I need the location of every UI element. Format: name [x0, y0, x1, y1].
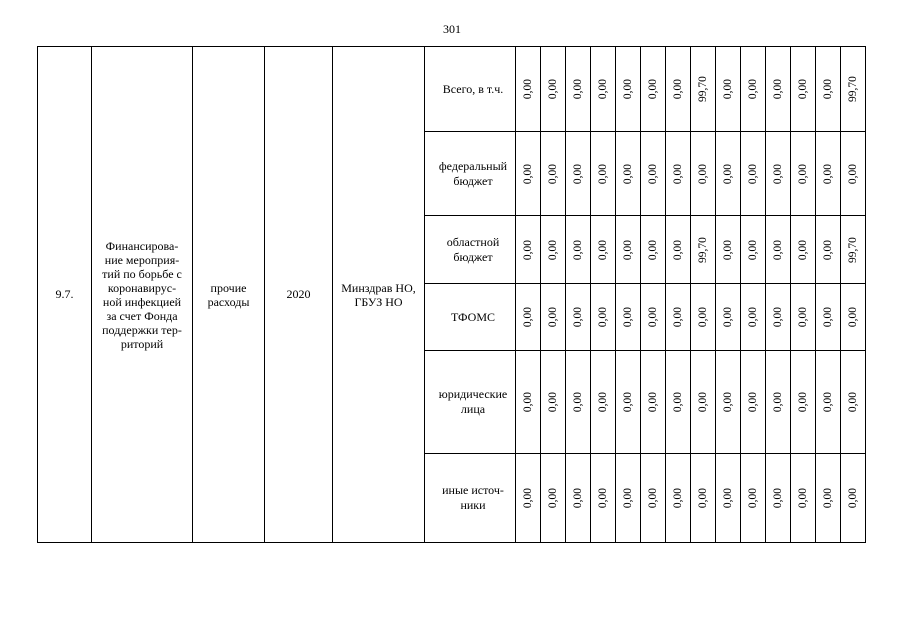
funding-source-cell	[425, 284, 516, 351]
value-text: 0,00	[597, 306, 609, 328]
value-text: 0,00	[772, 239, 784, 260]
value-text: 0,00	[822, 487, 834, 509]
value-cell	[816, 216, 841, 284]
value-cell	[541, 216, 566, 284]
value-text: 0,00	[722, 239, 734, 260]
value-cell	[541, 132, 566, 216]
value-text: 0,00	[547, 239, 559, 260]
value-text: 99,70	[847, 236, 859, 263]
value-text: 0,00	[622, 78, 634, 100]
value-text: 0,00	[747, 239, 759, 260]
value-cell	[766, 216, 791, 284]
value-text: 0,00	[672, 391, 684, 413]
value-text: 0,00	[647, 487, 659, 509]
value-text: 0,00	[797, 239, 809, 260]
value-cell	[566, 454, 591, 543]
cell-text-line: Финансирова-	[105, 238, 179, 253]
value-cell	[691, 351, 716, 454]
value-text: 0,00	[797, 78, 809, 100]
value-text: 0,00	[697, 163, 709, 184]
year-cell: 2020	[265, 47, 333, 543]
value-cell	[791, 454, 816, 543]
value-cell	[691, 454, 716, 543]
funding-source-cell	[425, 351, 516, 454]
value-text: 0,00	[647, 239, 659, 260]
value-text: 0,00	[672, 306, 684, 328]
value-text: 0,00	[847, 487, 859, 509]
cell-text-line: ТФОМС	[450, 309, 496, 324]
value-text: 0,00	[722, 306, 734, 328]
value-cell	[666, 132, 691, 216]
value-cell	[566, 132, 591, 216]
value-text: 0,00	[522, 487, 534, 509]
value-cell	[616, 47, 641, 132]
value-cell	[691, 216, 716, 284]
value-cell	[666, 454, 691, 543]
value-cell	[641, 284, 666, 351]
value-cell	[741, 132, 766, 216]
value-cell	[516, 132, 541, 216]
value-text: 0,00	[847, 391, 859, 413]
value-cell	[666, 216, 691, 284]
value-cell	[766, 47, 791, 132]
value-text: 0,00	[797, 306, 809, 328]
value-cell	[566, 284, 591, 351]
value-cell	[591, 284, 616, 351]
value-text: 0,00	[747, 487, 759, 509]
cell-text-line: Всего, в т.ч.	[442, 81, 504, 96]
value-cell	[841, 132, 866, 216]
value-cell	[816, 47, 841, 132]
value-text: 0,00	[747, 78, 759, 100]
value-cell	[666, 47, 691, 132]
value-text: 0,00	[772, 487, 784, 509]
cell-text-line: лица	[460, 402, 486, 416]
cell-text-line: областной	[446, 234, 500, 249]
value-cell	[566, 47, 591, 132]
value-text: 0,00	[672, 163, 684, 184]
cell-text-line: расходы	[207, 294, 250, 309]
cell-text-line: юридические	[438, 387, 508, 401]
value-text: 0,00	[672, 78, 684, 100]
cell-text-line: за счет Фонда	[106, 308, 178, 323]
value-text: 0,00	[572, 78, 584, 100]
value-text: 0,00	[647, 78, 659, 100]
value-cell	[791, 47, 816, 132]
value-cell	[616, 284, 641, 351]
value-cell	[841, 454, 866, 543]
page-number: 301	[443, 22, 461, 36]
value-cell	[516, 47, 541, 132]
value-text: 0,00	[697, 306, 709, 328]
value-text: 0,00	[772, 163, 784, 184]
value-text: 0,00	[647, 163, 659, 184]
cell-text-line: риторий	[120, 336, 164, 351]
value-text: 0,00	[772, 306, 784, 328]
value-text: 0,00	[722, 163, 734, 184]
value-text: 0,00	[547, 163, 559, 184]
value-text: 0,00	[572, 391, 584, 413]
row-number-cell: 9.7.	[38, 47, 92, 543]
value-cell	[741, 351, 766, 454]
value-cell	[716, 47, 741, 132]
value-text: 0,00	[622, 239, 634, 260]
value-cell	[516, 284, 541, 351]
value-text: 0,00	[622, 163, 634, 184]
value-cell	[791, 351, 816, 454]
value-text: 0,00	[822, 306, 834, 328]
value-text: 0,00	[522, 78, 534, 100]
value-cell	[616, 216, 641, 284]
cell-text-line: Минздрав НО,	[341, 280, 416, 295]
value-text: 0,00	[797, 391, 809, 413]
value-cell	[541, 47, 566, 132]
value-cell	[766, 132, 791, 216]
value-cell	[791, 216, 816, 284]
value-text: 0,00	[597, 163, 609, 184]
value-cell	[641, 132, 666, 216]
value-cell	[666, 284, 691, 351]
value-cell	[591, 454, 616, 543]
value-text: 0,00	[572, 306, 584, 328]
value-text: 0,00	[822, 391, 834, 413]
value-text: 0,00	[772, 78, 784, 100]
measure-name-cell	[92, 47, 193, 543]
value-text: 0,00	[847, 163, 859, 184]
value-text: 0,00	[522, 163, 534, 184]
value-cell	[616, 351, 641, 454]
value-text: 0,00	[597, 487, 609, 509]
value-text: 0,00	[547, 306, 559, 328]
value-cell	[816, 132, 841, 216]
value-cell	[741, 284, 766, 351]
value-cell	[641, 454, 666, 543]
value-cell	[716, 132, 741, 216]
value-text: 0,00	[697, 487, 709, 509]
table-row	[38, 47, 866, 132]
value-text: 0,00	[522, 306, 534, 328]
value-text: 0,00	[597, 78, 609, 100]
value-cell	[591, 351, 616, 454]
value-cell	[741, 216, 766, 284]
value-cell	[816, 454, 841, 543]
value-text: 0,00	[672, 487, 684, 509]
funding-source-cell	[425, 132, 516, 216]
value-cell	[641, 216, 666, 284]
funding-source-cell	[425, 47, 516, 132]
value-cell	[516, 351, 541, 454]
value-cell	[741, 47, 766, 132]
value-cell	[591, 132, 616, 216]
executor-cell	[333, 47, 425, 543]
value-cell	[766, 351, 791, 454]
value-cell	[516, 216, 541, 284]
value-cell	[616, 454, 641, 543]
value-cell	[741, 454, 766, 543]
cell-text-line: поддержки тер-	[102, 322, 182, 337]
cell-text-line: тий по борьбе с	[102, 266, 182, 281]
value-text: 0,00	[572, 487, 584, 509]
value-text: 0,00	[572, 239, 584, 260]
value-cell	[666, 351, 691, 454]
value-cell	[691, 47, 716, 132]
value-cell	[716, 284, 741, 351]
value-text: 0,00	[622, 487, 634, 509]
cell-text-line: бюджет	[453, 173, 493, 188]
funding-source-cell	[425, 216, 516, 284]
value-text: 0,00	[547, 391, 559, 413]
value-cell	[841, 284, 866, 351]
value-cell	[766, 284, 791, 351]
value-cell	[541, 351, 566, 454]
value-text: 99,70	[697, 76, 709, 102]
value-cell	[841, 216, 866, 284]
value-cell	[791, 284, 816, 351]
value-text: 0,00	[597, 391, 609, 413]
value-cell	[616, 132, 641, 216]
funding-source-cell	[425, 454, 516, 543]
funding-table	[37, 46, 866, 543]
cell-text-line: ГБУЗ НО	[354, 294, 403, 309]
value-cell	[691, 132, 716, 216]
value-text: 0,00	[747, 163, 759, 184]
value-cell	[541, 284, 566, 351]
value-text: 99,70	[847, 76, 859, 102]
value-text: 0,00	[747, 306, 759, 328]
value-text: 0,00	[672, 239, 684, 260]
value-text: 0,00	[522, 239, 534, 260]
cell-text-line: федеральный	[438, 158, 508, 173]
value-text: 0,00	[622, 391, 634, 413]
value-cell	[716, 216, 741, 284]
value-cell	[766, 454, 791, 543]
value-cell	[566, 351, 591, 454]
value-cell	[791, 132, 816, 216]
value-cell	[716, 454, 741, 543]
value-text: 0,00	[622, 306, 634, 328]
value-text: 0,00	[722, 391, 734, 413]
value-text: 0,00	[697, 391, 709, 413]
cell-text-line: коронавирус-	[107, 280, 177, 295]
value-cell	[716, 351, 741, 454]
value-cell	[591, 47, 616, 132]
cell-text-line: прочие	[210, 280, 247, 295]
value-cell	[541, 454, 566, 543]
value-text: 0,00	[647, 306, 659, 328]
value-text: 0,00	[547, 78, 559, 100]
value-text: 0,00	[822, 78, 834, 100]
cell-text-line: ной инфекцией	[102, 294, 182, 309]
value-text: 0,00	[847, 306, 859, 328]
value-cell	[516, 454, 541, 543]
value-cell	[691, 284, 716, 351]
value-cell	[841, 47, 866, 132]
value-text: 99,70	[697, 236, 709, 263]
value-cell	[566, 216, 591, 284]
value-text: 0,00	[597, 239, 609, 260]
value-text: 0,00	[822, 239, 834, 260]
value-text: 0,00	[822, 163, 834, 184]
value-text: 0,00	[722, 487, 734, 509]
cell-text-line: бюджет	[453, 249, 493, 264]
cell-text-line: ники	[460, 498, 486, 512]
expense-type-cell	[193, 47, 265, 543]
value-text: 0,00	[797, 487, 809, 509]
value-cell	[816, 284, 841, 351]
cell-text-line: ние мероприя-	[104, 252, 180, 267]
value-text: 0,00	[772, 391, 784, 413]
value-text: 0,00	[547, 487, 559, 509]
value-cell	[841, 351, 866, 454]
value-text: 0,00	[572, 163, 584, 184]
value-text: 0,00	[797, 163, 809, 184]
value-text: 0,00	[522, 391, 534, 413]
value-cell	[641, 351, 666, 454]
value-cell	[816, 351, 841, 454]
value-cell	[591, 216, 616, 284]
value-text: 0,00	[747, 391, 759, 413]
cell-text-line: иные источ-	[442, 483, 504, 497]
value-cell	[641, 47, 666, 132]
value-text: 0,00	[722, 78, 734, 100]
value-text: 0,00	[647, 391, 659, 413]
